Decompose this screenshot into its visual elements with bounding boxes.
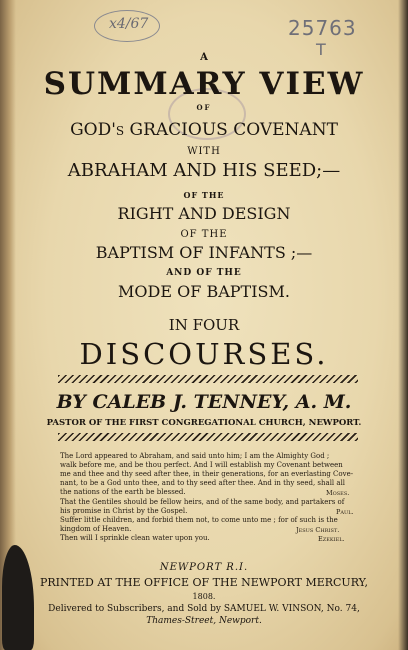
title-abraham: ABRAHAM AND HIS SEED;— — [67, 160, 341, 181]
title-mode: MODE OF BAPTISM. — [118, 282, 290, 301]
epigraph-line: Then will I sprinkle clean water upon you. — [60, 534, 210, 542]
ornamental-rule-top — [58, 375, 358, 383]
epigraph-attribution-jesus: Jesus Christ. — [296, 526, 340, 534]
title-summary-view: SUMMARY VIEW — [43, 66, 365, 102]
epigraph-line: me and thee and thy seed after thee, in their generations, for an everlasting Cove- — [60, 470, 354, 478]
imprint-place: NEWPORT R.I. — [159, 562, 249, 573]
title-baptism-infants: BAPTISM OF INFANTS ;— — [95, 243, 313, 262]
epigraph-line: That the Gentiles should be fellow heirs, and of the same body, and partakers of — [60, 498, 345, 506]
epigraph-line: Suffer little children, and forbid them not, to come unto me ; for of such is the — [60, 516, 338, 524]
pencil-mark-text: x4/67 — [109, 16, 149, 32]
author-name: BY CALEB J. TENNEY, A. M. — [56, 391, 352, 413]
accession-sub: T — [316, 40, 326, 59]
imprint-year: 1808. — [192, 592, 216, 601]
title-gods-covenant: GOD's GRACIOUS COVENANT — [70, 120, 338, 140]
imprint-printer: PRINTED AT THE OFFICE OF THE NEWPORT MERCURY, — [40, 576, 368, 589]
epigraph-attribution-moses: Moses. — [326, 489, 350, 497]
title-right-design: RIGHT AND DESIGN — [117, 204, 291, 223]
title-with: WITH — [187, 146, 221, 157]
epigraph-attribution-paul: Paul. — [336, 508, 354, 516]
epigraph-line: kingdom of Heaven. — [60, 525, 132, 533]
epigraph-line: his promise in Christ by the Gospel. — [60, 507, 188, 515]
epigraph-line: The Lord appeared to Abraham, and said unto him; I am the Almighty God ; — [60, 452, 330, 460]
title-discourses: DISCOURSES. — [79, 337, 329, 371]
title-and-of-the: AND OF THE — [166, 268, 242, 278]
epigraph-line: nant, to be a God unto thee, and to thy seed after thee. And in thy seed, shall all — [60, 479, 346, 487]
title-of-the-1: OF THE — [183, 190, 225, 200]
title-of-the-2: OF THE — [180, 229, 228, 240]
imprint-street: Thames-Street, Newport. — [146, 616, 262, 626]
epigraph-line: walk before me, and be thou perfect. And I will establish my Covenant between — [60, 461, 343, 469]
ornamental-rule-bottom — [58, 433, 358, 441]
imprint-delivered: Delivered to Subscribers, and Sold by SAMUEL W. VINSON, No. 74, — [48, 604, 360, 614]
pencil-oval-mark — [94, 10, 160, 42]
epigraph-line: the nations of the earth be blessed. — [60, 488, 186, 496]
epigraph-attribution-ezekiel: Ezekiel. — [318, 535, 345, 543]
title-a: A — [200, 52, 208, 63]
accession-number: 25763 — [288, 16, 357, 40]
title-in-four: IN FOUR — [168, 316, 240, 334]
title-of: OF — [196, 103, 212, 112]
author-position: PASTOR OF THE FIRST CONGREGATIONAL CHURCH, NEWPORT. — [46, 418, 362, 428]
